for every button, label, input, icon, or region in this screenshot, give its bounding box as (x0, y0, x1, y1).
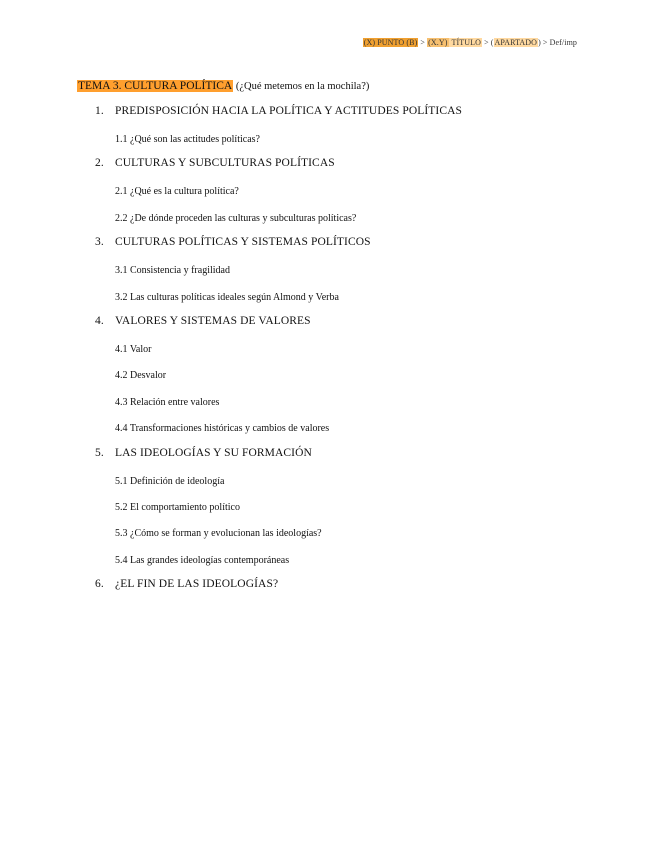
legend-xy: (X.Y) (428, 38, 448, 47)
section-heading-text: PREDISPOSICIÓN HACIA LA POLÍTICA Y ACTITUDES POLÍTICAS (115, 105, 463, 117)
subsection-item: 4.1 Valor (115, 343, 152, 355)
section-heading (95, 447, 595, 473)
section-heading-text: CULTURAS Y SUBCULTURAS POLÍTICAS (115, 157, 335, 170)
section-heading (95, 157, 595, 183)
subsection-item: 4.2 Desvalor (115, 370, 167, 382)
subsection-item: 2.1 ¿Qué es la cultura política? (115, 186, 239, 198)
legend-section: APARTADO (494, 38, 538, 47)
legend-title: TÍTULO (449, 38, 481, 47)
section-number: 4. (95, 314, 104, 327)
outline-section (95, 315, 595, 447)
subsection-item: 3.2 Las culturas políticas ideales según Almond y Verba (115, 291, 339, 303)
legend-separator: > (418, 38, 428, 47)
section-heading-text: CULTURAS POLÍTICAS Y SISTEMAS POLÍTICOS (115, 236, 371, 249)
outline-section (95, 447, 595, 579)
section-heading (95, 105, 595, 131)
title-main: TEMA 3. CULTURA POLÍTICA (78, 80, 233, 92)
format-legend (363, 38, 577, 47)
title-subtitle: (¿Qué metemos en la mochila?) (233, 81, 370, 92)
section-heading-text: VALORES Y SISTEMAS DE VALORES (115, 314, 311, 327)
legend-point: (X) PUNTO (B) (363, 38, 418, 47)
subsection-item: 4.4 Transformaciones históricas y cambios de valores (115, 423, 330, 435)
outline-section (95, 236, 595, 315)
section-heading-text: LAS IDEOLOGÍAS Y SU FORMACIÓN (115, 446, 312, 459)
subsection-item: 5.2 El comportamiento político (115, 501, 240, 513)
section-number: 1. (95, 105, 104, 117)
section-number: 3. (95, 236, 104, 249)
subsection-item: 5.4 Las grandes ideologías contemporáneas (115, 554, 290, 566)
outline-section (95, 157, 595, 236)
outline-section (95, 578, 595, 604)
section-number: 5. (95, 446, 104, 459)
topic-outline (95, 105, 595, 604)
document-title (77, 80, 369, 92)
subsection-item: 2.2 ¿De dónde proceden las culturas y subculturas políticas? (115, 212, 357, 224)
section-number: 2. (95, 157, 104, 170)
section-heading-text: ¿EL FIN DE LAS IDEOLOGÍAS? (115, 578, 279, 591)
outline-section (95, 105, 595, 157)
subsection-item: 1.1 ¿Qué son las actitudes políticas? (115, 134, 260, 145)
subsection-item: 3.1 Consistencia y fragilidad (115, 265, 230, 277)
subsection-item: 5.3 ¿Cómo se forman y evolucionan las ideologías? (115, 528, 322, 540)
legend-tail: ) > Def/imp (538, 38, 577, 47)
section-heading (95, 315, 595, 341)
subsection-item: 5.1 Definición de ideología (115, 475, 225, 487)
section-number: 6. (95, 578, 104, 591)
legend-separator: > ( (481, 38, 494, 47)
subsection-item: 4.3 Relación entre valores (115, 396, 220, 408)
section-heading (95, 578, 595, 604)
section-heading (95, 236, 595, 262)
